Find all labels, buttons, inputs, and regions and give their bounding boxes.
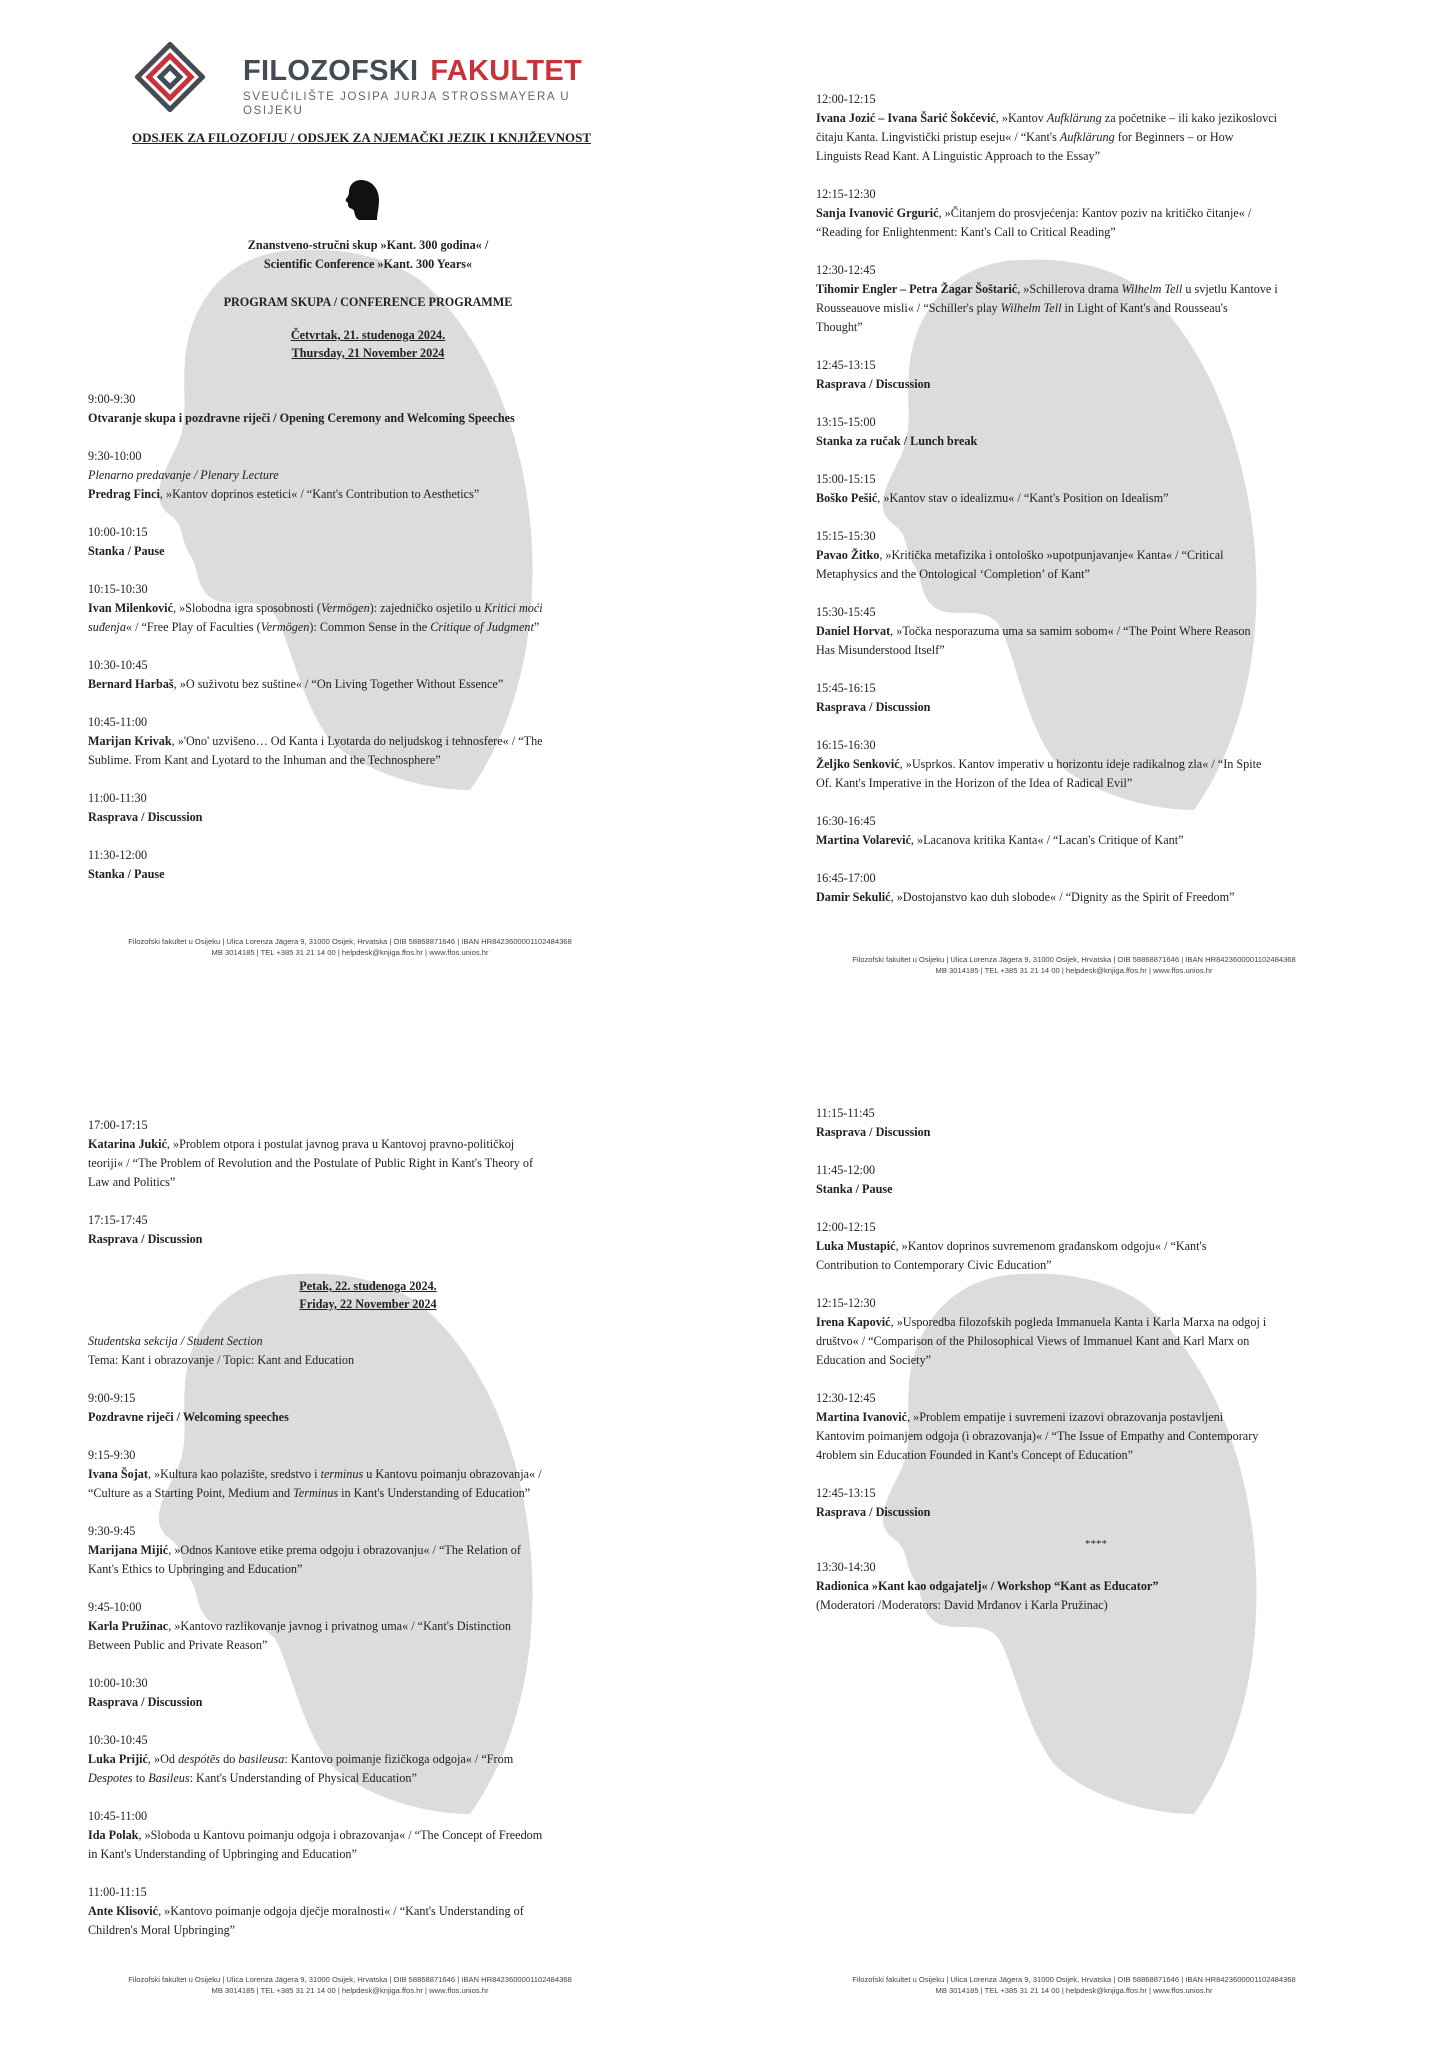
event-title-en: Scientific Conference »Kant. 300 Years« bbox=[263, 257, 473, 271]
talk-title: , »Usporedba filozofskih pogleda Immanuela Kanta i Karla Marxa na odgoj i bbox=[890, 1315, 1267, 1329]
talk-title: , »Kantov doprinos estetici« / “Kant's Contribution to Aesthetics” bbox=[159, 487, 480, 501]
talk-text: ): zajedničko osjetilo u bbox=[369, 601, 485, 615]
workshop-title: Radionica »Kant kao odgajatelj« / Workshop “Kant as Educator” bbox=[816, 1579, 1159, 1593]
page-2-schedule bbox=[816, 90, 1376, 926]
schedule-slot bbox=[816, 869, 1376, 907]
footer-line-1: Filozofski fakultet u Osijeku | Ulica Lorenza Jägera 9, 31000 Osijek, Hrvatska | OIB 58868871646 | IBAN HR8423600001102484368 bbox=[128, 1975, 572, 1984]
slot-time: 9:45-10:00 bbox=[88, 1600, 142, 1614]
talk-italic: terminus bbox=[320, 1467, 364, 1481]
speaker-name: Martina Ivanović bbox=[816, 1410, 908, 1424]
talk-line: Thought” bbox=[816, 320, 863, 334]
talk-italic: Critique of Judgment bbox=[430, 620, 534, 634]
slot-time: 9:00-9:15 bbox=[88, 1391, 136, 1405]
page-footer bbox=[50, 1974, 650, 1996]
section-info bbox=[88, 1332, 648, 1370]
slot-time: 15:15-15:30 bbox=[816, 529, 876, 543]
speaker-name: Predrag Finci bbox=[88, 487, 160, 501]
schedule-slot bbox=[816, 90, 1376, 166]
slot-time: 15:45-16:15 bbox=[816, 681, 876, 695]
speaker-name: Damir Sekulić bbox=[816, 890, 891, 904]
schedule-slot bbox=[816, 1218, 1376, 1275]
slot-title: Stanka / Pause bbox=[816, 1182, 893, 1196]
talk-text: in Kant's Understanding of Education” bbox=[338, 1486, 531, 1500]
talk-line: “Reading for Enlightenment: Kant's Call to Critical Reading” bbox=[816, 225, 1116, 239]
talk-title: , »Dostojanstvo kao duh slobode« / “Dignity as the Spirit of Freedom” bbox=[890, 890, 1235, 904]
slot-time: 12:15-12:30 bbox=[816, 1296, 876, 1310]
slot-title: Stanka / Pause bbox=[88, 867, 165, 881]
schedule-slot bbox=[816, 1484, 1376, 1522]
talk-line bbox=[88, 1902, 648, 1921]
talk-italic: Terminus bbox=[293, 1486, 339, 1500]
talk-title: , »Kantovo razlikovanje javnog i privatnog uma« / “Kant's Distinction bbox=[168, 1619, 511, 1633]
speaker-name: Tihomir Engler – Petra Žagar Šoštarić bbox=[816, 282, 1018, 296]
talk-title: , »Usprkos. Kantov imperativ u horizontu ideje radikalnog zla« / “In Spite bbox=[899, 757, 1262, 771]
slot-title: Rasprava / Discussion bbox=[816, 700, 931, 714]
talk-line bbox=[816, 1313, 1376, 1332]
faculty-logo-mark bbox=[135, 42, 205, 112]
slot-title: Rasprava / Discussion bbox=[816, 1505, 931, 1519]
slot-time: 11:00-11:30 bbox=[88, 791, 147, 805]
slot-time: 15:30-15:45 bbox=[816, 605, 876, 619]
talk-line bbox=[88, 1769, 648, 1788]
speaker-name: Ida Polak bbox=[88, 1828, 139, 1842]
talk-line bbox=[816, 109, 1376, 128]
speaker-name: Ivana Jozić – Ivana Šarić Šokčević bbox=[816, 111, 996, 125]
talk-line: 4roblem sin Education Founded in Kant's Concept of Education” bbox=[816, 1448, 1133, 1462]
talk-italic: Aufklärung bbox=[1059, 130, 1115, 144]
talk-text: u svjetlu Kantove i bbox=[1182, 282, 1278, 296]
slot-time: 9:15-9:30 bbox=[88, 1448, 136, 1462]
speaker-name: Luka Mustapić bbox=[816, 1239, 896, 1253]
slot-time: 11:15-11:45 bbox=[816, 1106, 875, 1120]
event-title-hr: Znanstveno-stručni skup »Kant. 300 godina« / bbox=[247, 238, 489, 252]
talk-line bbox=[816, 546, 1376, 565]
faculty-logo bbox=[135, 42, 605, 117]
talk-title: , »Kritička metafizika i ontološko »upotpunjavanje« Kanta« / “Critical bbox=[879, 548, 1224, 562]
slot-title: Rasprava / Discussion bbox=[816, 1125, 931, 1139]
slot-time: 10:30-10:45 bbox=[88, 1733, 148, 1747]
page-2 bbox=[724, 0, 1447, 1024]
day-1-date-en: Thursday, 21 November 2024 bbox=[291, 346, 445, 360]
talk-line: Has Misunderstood Itself” bbox=[816, 643, 945, 657]
talk-line: Sublime. From Kant and Lyotard to the Inhuman and the Technosphere” bbox=[88, 753, 441, 767]
footer-line-1: Filozofski fakultet u Osijeku | Ulica Lorenza Jägera 9, 31000 Osijek, Hrvatska | OIB 58868871646 | IBAN HR8423600001102484368 bbox=[852, 1975, 1296, 1984]
slot-time: 9:30-10:00 bbox=[88, 449, 142, 463]
speaker-name: Luka Prijić bbox=[88, 1752, 148, 1766]
talk-text: u Kantovu poimanju obrazovanja« / bbox=[363, 1467, 542, 1481]
talk-text: ): Common Sense in the bbox=[309, 620, 431, 634]
schedule-slot bbox=[88, 447, 648, 504]
slot-time: 9:00-9:30 bbox=[88, 392, 136, 406]
speaker-name: Martina Volarević bbox=[816, 833, 911, 847]
talk-text: , »Kantov bbox=[995, 111, 1047, 125]
day-1-date-hr: Četvrtak, 21. studenoga 2024. bbox=[290, 328, 446, 342]
schedule-slot bbox=[816, 812, 1376, 850]
footer-line-2: MB 3014185 | TEL +385 31 21 14 00 | helpdesk@knjiga.ffos.hr | www.ffos.unios.hr bbox=[935, 1986, 1213, 1995]
schedule-slot bbox=[816, 1104, 1376, 1142]
schedule-slot bbox=[816, 1294, 1376, 1370]
schedule-slot bbox=[816, 1389, 1376, 1465]
talk-italic: Vermögen bbox=[260, 620, 310, 634]
speaker-name: Karla Pružinac bbox=[88, 1619, 169, 1633]
talk-title: , »Sloboda u Kantovu poimanju odgoja i obrazovanja« / “The Concept of Freedom bbox=[138, 1828, 543, 1842]
schedule-slot bbox=[88, 1211, 648, 1249]
page-1-intro bbox=[88, 236, 648, 362]
talk-title: , »'Ono' uzvišeno… Od Kanta i Lyotarda do neljudskog i tehnosfere« / “The bbox=[171, 734, 543, 748]
schedule-slot bbox=[88, 656, 648, 694]
slot-time: 10:15-10:30 bbox=[88, 582, 148, 596]
talk-line bbox=[816, 622, 1376, 641]
talk-text: za početnike – ili kako jezikoslovci bbox=[1101, 111, 1278, 125]
slot-time: 10:30-10:45 bbox=[88, 658, 148, 672]
slot-title: Rasprava / Discussion bbox=[88, 1232, 203, 1246]
page-4-schedule bbox=[816, 1104, 1376, 1634]
speaker-name: Boško Pešić bbox=[816, 491, 878, 505]
talk-line bbox=[816, 831, 1376, 850]
slot-time: 12:45-13:15 bbox=[816, 1486, 876, 1500]
talk-text: , »Slobodna igra sposobnosti ( bbox=[172, 601, 321, 615]
talk-line: in Kant's Understanding of Upbringing and Education” bbox=[88, 1847, 357, 1861]
kant-profile-icon bbox=[343, 178, 383, 222]
talk-italic: Despotes bbox=[88, 1771, 133, 1785]
schedule-slot bbox=[816, 356, 1376, 394]
talk-line: teoriji« / “The Problem of Revolution and the Postulate of Public Right in Kant's Theory of bbox=[88, 1156, 534, 1170]
schedule-slot bbox=[88, 1446, 648, 1503]
section-label: Studentska sekcija / Student Section bbox=[88, 1334, 263, 1348]
schedule-slot bbox=[816, 527, 1376, 584]
talk-title: , »Čitanjem do prosvjećenja: Kantov poziv na kritičko čitanje« / bbox=[938, 206, 1252, 220]
slot-time: 10:45-11:00 bbox=[88, 715, 148, 729]
speaker-name: Sanja Ivanović Grgurić bbox=[816, 206, 939, 220]
footer-line-2: MB 3014185 | TEL +385 31 21 14 00 | helpdesk@knjiga.ffos.hr | www.ffos.unios.hr bbox=[211, 1986, 489, 1995]
speaker-name: Marijana Mijić bbox=[88, 1543, 169, 1557]
talk-line: društvo« / “Comparison of the Philosophical Views of Immanuel Kant and Karl Marx on bbox=[816, 1334, 1250, 1348]
talk-text: ” bbox=[533, 620, 540, 634]
talk-line bbox=[816, 299, 1376, 318]
talk-text: in Light of Kant's and Rousseau's bbox=[1061, 301, 1228, 315]
programme-heading: PROGRAM SKUPA / CONFERENCE PROGRAMME bbox=[223, 295, 513, 309]
talk-title: , »Problem otpora i postulat javnog prava u Kantovoj pravno-političkoj bbox=[166, 1137, 515, 1151]
talk-text: Rousseauove misli« / “Schiller's play bbox=[816, 301, 1001, 315]
talk-title: , »Odnos Kantove etike prema odgoju i obrazovanju« / “The Relation of bbox=[168, 1543, 521, 1557]
schedule-slot bbox=[816, 261, 1376, 337]
talk-text: : Kantovo poimanje fizičkoga odgoja« / “From bbox=[284, 1752, 514, 1766]
schedule-slot bbox=[816, 413, 1376, 451]
talk-text: čitaju Kanta. Lingvistički pristup eseju« / “Kant's bbox=[816, 130, 1060, 144]
talk-line bbox=[88, 1617, 648, 1636]
faculty-logo-subtitle: SVEUČILIŠTE JOSIPA JURJA STROSSMAYERA U OSIJEKU bbox=[243, 91, 571, 117]
schedule-slot bbox=[88, 846, 648, 884]
section-separator: **** bbox=[1085, 1538, 1107, 1550]
slot-time: 13:15-15:00 bbox=[816, 415, 876, 429]
page-3 bbox=[0, 1024, 723, 2048]
slot-time: 10:45-11:00 bbox=[88, 1809, 148, 1823]
page-1-schedule bbox=[88, 390, 648, 903]
footer-line-1: Filozofski fakultet u Osijeku | Ulica Lorenza Jägera 9, 31000 Osijek, Hrvatska | OIB 58868871646 | IBAN HR8423600001102484368 bbox=[852, 955, 1296, 964]
logo-word-1: FILOZOFSKI bbox=[243, 55, 419, 87]
talk-line bbox=[816, 1237, 1376, 1256]
slot-time: 16:30-16:45 bbox=[816, 814, 876, 828]
schedule-slot bbox=[88, 390, 648, 428]
slot-title: Rasprava / Discussion bbox=[88, 810, 203, 824]
talk-title: , »Problem empatije i suvremeni izazovi obrazovanja postavljeni bbox=[907, 1410, 1224, 1424]
talk-line bbox=[88, 732, 648, 751]
slot-time: 12:30-12:45 bbox=[816, 1391, 876, 1405]
footer-line-2: MB 3014185 | TEL +385 31 21 14 00 | helpdesk@knjiga.ffos.hr | www.ffos.unios.hr bbox=[935, 966, 1213, 975]
page-footer bbox=[774, 1974, 1374, 1996]
schedule-slot bbox=[88, 1807, 648, 1864]
speaker-name: Irena Kapović bbox=[816, 1315, 891, 1329]
schedule-slot bbox=[816, 603, 1376, 660]
talk-line: Kantovim poimanjem odgoja (i obrazovanja)« / “The Issue of Empathy and Contemporary bbox=[816, 1429, 1259, 1443]
slot-time: 15:00-15:15 bbox=[816, 472, 876, 486]
talk-italic: Kritici moći bbox=[484, 601, 543, 615]
slot-time: 12:00-12:15 bbox=[816, 92, 876, 106]
schedule-slot bbox=[88, 1389, 648, 1427]
slot-time: 13:30-14:30 bbox=[816, 1560, 876, 1574]
slot-time: 16:15-16:30 bbox=[816, 738, 876, 752]
talk-line bbox=[88, 1541, 648, 1560]
talk-line: Of. Kant's Imperative in the Horizon of the Idea of Radical Evil” bbox=[816, 776, 1133, 790]
talk-text: , »Kultura kao polazište, sredstvo i bbox=[147, 1467, 321, 1481]
slot-title: Otvaranje skupa i pozdravne riječi / Opening Ceremony and Welcoming Speeches bbox=[88, 411, 515, 425]
talk-line bbox=[816, 280, 1376, 299]
schedule-slot bbox=[816, 679, 1376, 717]
slot-time: 16:45-17:00 bbox=[816, 871, 876, 885]
talk-title: , »Kantov doprinos suvremenom građanskom odgoju« / “Kant's bbox=[895, 1239, 1207, 1253]
speaker-name: Bernard Harbaš bbox=[88, 677, 174, 691]
talk-italic: suđenja bbox=[88, 620, 126, 634]
talk-line bbox=[816, 755, 1376, 774]
slot-time: 11:00-11:15 bbox=[88, 1885, 147, 1899]
talk-line bbox=[816, 489, 1376, 508]
speaker-name: Ivana Šojat bbox=[88, 1467, 148, 1481]
section-topic: Tema: Kant i obrazovanje / Topic: Kant and Education bbox=[88, 1353, 355, 1367]
speaker-name: Katarina Jukić bbox=[88, 1137, 167, 1151]
slot-type: Plenarno predavanje / Plenary Lecture bbox=[88, 468, 279, 482]
schedule-slot bbox=[88, 789, 648, 827]
talk-line: Between Public and Private Reason” bbox=[88, 1638, 268, 1652]
schedule-slot bbox=[88, 1674, 648, 1712]
talk-italic: Aufklärung bbox=[1046, 111, 1102, 125]
speaker-name: Marijan Krivak bbox=[88, 734, 172, 748]
speaker-name: Ivan Milenković bbox=[88, 601, 173, 615]
schedule-slot bbox=[816, 470, 1376, 508]
schedule-slot bbox=[88, 1598, 648, 1655]
slot-title: Stanka za ručak / Lunch break bbox=[816, 434, 978, 448]
talk-line: Education and Society” bbox=[816, 1353, 932, 1367]
slot-title: Stanka / Pause bbox=[88, 544, 165, 558]
page-footer bbox=[50, 936, 650, 958]
talk-title: , »Točka nesporazuma uma sa samim sobom« / “The Point Where Reason bbox=[890, 624, 1251, 638]
schedule-slot bbox=[88, 523, 648, 561]
talk-italic: Basileus bbox=[148, 1771, 190, 1785]
slot-time: 10:00-10:15 bbox=[88, 525, 148, 539]
slot-time: 9:30-9:45 bbox=[88, 1524, 136, 1538]
schedule-slot bbox=[816, 1558, 1376, 1615]
talk-line bbox=[88, 1826, 648, 1845]
talk-text: to bbox=[132, 1771, 149, 1785]
slot-time: 17:00-17:15 bbox=[88, 1118, 148, 1132]
talk-italic: basileusa bbox=[238, 1752, 285, 1766]
talk-text: for Beginners – or How bbox=[1114, 130, 1234, 144]
talk-line bbox=[816, 1408, 1376, 1427]
talk-text: , »Schillerova drama bbox=[1017, 282, 1122, 296]
schedule-slot bbox=[816, 736, 1376, 793]
talk-italic: Wilhelm Tell bbox=[1121, 282, 1183, 296]
slot-title: Pozdravne riječi / Welcoming speeches bbox=[88, 1410, 289, 1424]
schedule-slot bbox=[88, 1522, 648, 1579]
faculty-logo-title bbox=[243, 54, 582, 88]
talk-line bbox=[88, 485, 648, 504]
footer-line-2: MB 3014185 | TEL +385 31 21 14 00 | helpdesk@knjiga.ffos.hr | www.ffos.unios.hr bbox=[211, 948, 489, 957]
speaker-name: Ante Klisović bbox=[88, 1904, 159, 1918]
slot-title: Rasprava / Discussion bbox=[816, 377, 931, 391]
schedule-slot bbox=[88, 713, 648, 770]
schedule-slot bbox=[88, 1731, 648, 1788]
talk-line bbox=[88, 1135, 648, 1154]
talk-title: , »Kantovo poimanje odgoja dječje moralnosti« / “Kant's Understanding of bbox=[158, 1904, 524, 1918]
day-2-date-en: Friday, 22 November 2024 bbox=[299, 1297, 437, 1311]
talk-line: Contribution to Contemporary Civic Education” bbox=[816, 1258, 1052, 1272]
slot-title: Rasprava / Discussion bbox=[88, 1695, 203, 1709]
talk-title: , »Lacanova kritika Kanta« / “Lacan's Critique of Kant” bbox=[910, 833, 1184, 847]
department-heading: ODSJEK ZA FILOZOFIJU / ODSJEK ZA NJEMAČKI JEZIK I KNJIŽEVNOST bbox=[131, 130, 592, 145]
page-3-schedule bbox=[88, 1116, 648, 1959]
speaker-name: Pavao Žitko bbox=[816, 548, 880, 562]
talk-text: : Kant's Understanding of Physical Education” bbox=[189, 1771, 417, 1785]
talk-line: Metaphysics and the Ontological ‘Completion’ of Kant” bbox=[816, 567, 1090, 581]
talk-line bbox=[816, 204, 1376, 223]
slot-time: 10:00-10:30 bbox=[88, 1676, 148, 1690]
talk-italic: Wilhelm Tell bbox=[1000, 301, 1062, 315]
talk-italic: despótēs bbox=[178, 1752, 221, 1766]
slot-time: 12:15-12:30 bbox=[816, 187, 876, 201]
talk-line bbox=[816, 128, 1376, 147]
footer-line-1: Filozofski fakultet u Osijeku | Ulica Lorenza Jägera 9, 31000 Osijek, Hrvatska | OIB 58868871646 | IBAN HR8423600001102484368 bbox=[128, 937, 572, 946]
logo-word-2: FAKULTET bbox=[430, 55, 583, 87]
workshop-moderators: (Moderatori /Moderators: David Mrđanov i Karla Pružinac) bbox=[816, 1598, 1108, 1612]
page-4 bbox=[724, 1024, 1447, 2048]
talk-title: , »O suživotu bez suštine« / “On Living Together Without Essence” bbox=[173, 677, 504, 691]
talk-text: « / “Free Play of Faculties ( bbox=[125, 620, 261, 634]
talk-line: Law and Politics” bbox=[88, 1175, 176, 1189]
page-footer bbox=[774, 954, 1374, 976]
talk-line bbox=[88, 618, 648, 637]
talk-line bbox=[88, 1750, 648, 1769]
speaker-name: Željko Senković bbox=[816, 757, 900, 771]
talk-line bbox=[88, 599, 648, 618]
schedule-slot bbox=[816, 185, 1376, 242]
talk-line bbox=[88, 1465, 648, 1484]
slot-time: 12:00-12:15 bbox=[816, 1220, 876, 1234]
slot-time: 11:45-12:00 bbox=[816, 1163, 876, 1177]
talk-line: Linguists Read Kant. A Linguistic Approach to the Essay” bbox=[816, 149, 1100, 163]
talk-text: “Culture as a Starting Point, Medium and bbox=[88, 1486, 294, 1500]
schedule-slot bbox=[88, 580, 648, 637]
day-2-date-hr: Petak, 22. studenoga 2024. bbox=[299, 1279, 437, 1293]
talk-line: Kant's Ethics to Upbringing and Education” bbox=[88, 1562, 303, 1576]
talk-text: , »Od bbox=[147, 1752, 179, 1766]
talk-italic: Vermögen bbox=[320, 601, 370, 615]
page-1 bbox=[0, 0, 723, 1024]
schedule-slot bbox=[88, 1116, 648, 1192]
schedule-slot bbox=[88, 1883, 648, 1940]
slot-time: 12:45-13:15 bbox=[816, 358, 876, 372]
talk-line bbox=[816, 888, 1376, 907]
talk-title: , »Kantov stav o idealizmu« / “Kant's Position on Idealism” bbox=[877, 491, 1169, 505]
slot-time: 11:30-12:00 bbox=[88, 848, 148, 862]
talk-line: Children's Moral Upbringing” bbox=[88, 1923, 236, 1937]
talk-line bbox=[88, 1484, 648, 1503]
slot-time: 17:15-17:45 bbox=[88, 1213, 148, 1227]
talk-text: do bbox=[220, 1752, 239, 1766]
schedule-slot bbox=[816, 1161, 1376, 1199]
talk-line bbox=[88, 675, 648, 694]
speaker-name: Daniel Horvat bbox=[816, 624, 891, 638]
slot-time: 12:30-12:45 bbox=[816, 263, 876, 277]
